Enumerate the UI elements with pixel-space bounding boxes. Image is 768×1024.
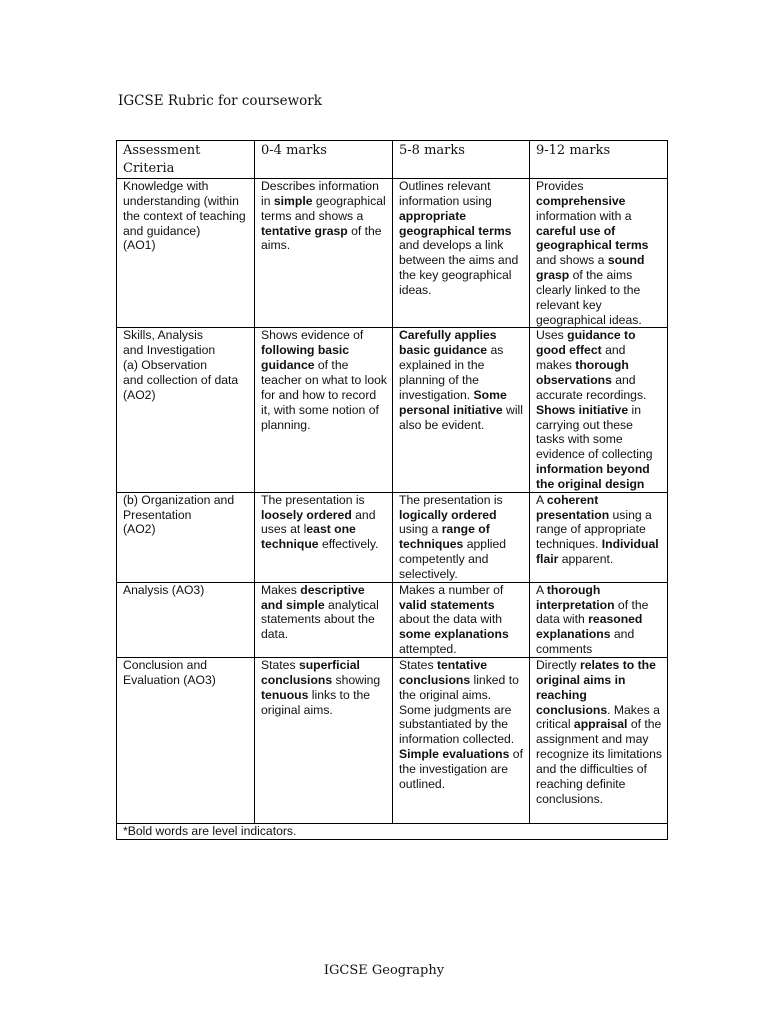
criteria-line: Conclusion and Evaluation (AO3) (123, 658, 216, 687)
level-5-8-cell (393, 658, 530, 824)
descriptor-text: information with a (536, 208, 632, 223)
level-9-12-cell (530, 179, 668, 328)
level-0-4-cell (255, 328, 393, 492)
criteria-line: (a) Observation (123, 358, 207, 373)
level-indicator: tentative conclusions (399, 658, 488, 687)
level-indicator: loosely ordered (261, 507, 352, 522)
level-9-12-cell (530, 328, 668, 492)
descriptor-text: will also be evident. (399, 402, 523, 432)
level-indicator: appraisal (573, 717, 628, 732)
criteria-cell (117, 492, 255, 582)
descriptor-text: and shows a (536, 253, 608, 268)
level-indicator: logically ordered (399, 507, 497, 522)
descriptor-text: Uses (536, 328, 568, 343)
descriptor-text: States (399, 658, 437, 672)
level-indicator: relates to the original aims in reaching conclusions (536, 658, 656, 717)
descriptor-text: of the teacher on what to look for and how to record it, with some notion of planning. (261, 358, 388, 432)
descriptor-text: of the aims clearly linked to the relevant key geographical ideas. (536, 268, 642, 327)
level-indicator: thorough interpretation (536, 582, 615, 612)
descriptor-text: linked to the original aims. Some judgments are substantiated by the information collected. (399, 672, 519, 747)
bold-note: *Bold words are level indicators. (117, 824, 668, 840)
criteria-line: (b) Organization and Presentation (123, 492, 235, 522)
criteria-line: Analysis (AO3) (123, 582, 205, 597)
level-indicator: appropriate geographical terms (399, 208, 512, 238)
descriptor-text: links to the original aims. (261, 687, 371, 717)
descriptor-text: Describes information in (261, 179, 379, 208)
descriptor-text: apparent. (558, 552, 614, 567)
descriptor-text: showing (332, 672, 381, 687)
level-indicator: careful use of geographical terms (536, 223, 649, 253)
rubric-row (117, 582, 668, 657)
descriptor-text: A (536, 582, 547, 597)
criteria-cell (117, 582, 255, 657)
descriptor-text: as explained in the planning of the investigation. (399, 343, 504, 402)
descriptor-text: and develops a link between the aims and the key geographical ideas. (399, 238, 519, 297)
level-indicator: superficial conclusions (261, 658, 360, 687)
descriptor-text: using a range of appropriate techniques. (536, 507, 652, 552)
level-0-4-cell (255, 179, 393, 328)
header-row (117, 141, 668, 179)
level-indicator: Some personal initiative (399, 387, 507, 417)
descriptor-text: analytical statements about the data. (261, 597, 379, 642)
criteria-line: and Investigation (123, 343, 216, 358)
descriptor-text: applied competently and selectively. (399, 537, 507, 581)
level-indicator: Carefully applies basic guidance (399, 328, 497, 358)
level-indicator: thorough observations (536, 358, 629, 387)
level-indicator: reasoned explanations (536, 612, 643, 642)
descriptor-text: and makes (536, 343, 626, 373)
rubric-row (117, 658, 668, 824)
descriptor-text: using a (399, 522, 442, 537)
descriptor-text: The presentation is (399, 492, 503, 507)
level-indicator: tentative grasp (261, 223, 348, 238)
descriptor-text: States (261, 658, 299, 672)
descriptor-text: about the data with (399, 612, 502, 627)
criteria-cell (117, 328, 255, 492)
level-5-8-cell (393, 492, 530, 582)
descriptor-text: geographical terms and shows a (261, 193, 386, 223)
criteria-line: (AO1) (123, 238, 156, 253)
criteria-line: Skills, Analysis (123, 328, 203, 343)
level-indicator: some explanations (399, 627, 509, 642)
descriptor-text: and uses at l (261, 507, 376, 537)
level-indicator: information beyond the original design (536, 462, 650, 491)
level-9-12-cell (530, 582, 668, 657)
descriptor-text: and comments (536, 627, 635, 657)
rubric-body (117, 179, 668, 824)
level-indicator: following basic guidance (261, 343, 350, 373)
descriptor-text: and accurate recordings. (536, 372, 647, 402)
descriptor-text: . Makes a critical (536, 702, 660, 732)
level-indicator: Simple evaluations (399, 747, 510, 762)
criteria-line: (AO2) (123, 387, 156, 402)
level-indicator: comprehensive (536, 193, 626, 208)
level-indicator: simple (273, 193, 313, 208)
level-indicator: tenuous (261, 687, 309, 702)
descriptor-text: of the assignment and may recognize its limitations and the difficulties of reaching definite conclusions. (536, 717, 662, 806)
level-indicator: Shows initiative (536, 402, 629, 417)
header-5-8-marks: 5-8 marks (393, 141, 530, 179)
descriptor-text: effectively. (318, 537, 379, 552)
level-indicator: range of techniques (399, 522, 490, 552)
criteria-cell (117, 179, 255, 328)
level-5-8-cell (393, 328, 530, 492)
descriptor-text: of the aims. (261, 223, 382, 253)
level-indicator: descriptive and simple (261, 582, 365, 612)
descriptor-text: A (536, 492, 547, 507)
level-indicator: coherent presentation (536, 492, 610, 522)
criteria-line: Knowledge with understanding (within the context of teaching and guidance) (123, 179, 246, 238)
level-indicator: valid statements (399, 597, 495, 612)
descriptor-text: Makes (261, 582, 301, 597)
descriptor-text: in carrying out these tasks with some evidence of collecting (536, 402, 653, 462)
rubric-row (117, 179, 668, 328)
descriptor-text: Outlines relevant information using (399, 179, 492, 208)
descriptor-text: of the investigation are outlined. (399, 747, 523, 791)
document-title: IGCSE Rubric for coursework (118, 93, 322, 109)
header-assessment-criteria: Assessment Criteria (117, 141, 255, 179)
descriptor-text: Provides (536, 179, 584, 193)
level-indicator: guidance to good effect (536, 328, 636, 358)
header-9-12-marks: 9-12 marks (530, 141, 668, 179)
level-5-8-cell (393, 179, 530, 328)
header-0-4-marks: 0-4 marks (255, 141, 393, 179)
note-row (117, 824, 668, 840)
level-indicator: sound grasp (536, 253, 645, 283)
descriptor-text: of the data with (536, 597, 649, 627)
descriptor-text: Makes a number of (399, 582, 504, 597)
level-0-4-cell (255, 492, 393, 582)
criteria-line: (AO2) (123, 522, 156, 537)
level-0-4-cell (255, 582, 393, 657)
descriptor-text: attempted. (399, 642, 457, 657)
page-footer: IGCSE Geography (323, 963, 445, 978)
rubric-row (117, 492, 668, 582)
level-9-12-cell (530, 492, 668, 582)
descriptor-text: Shows evidence of (261, 328, 364, 343)
criteria-line: and collection of data (123, 372, 239, 387)
rubric-table (116, 140, 668, 840)
criteria-cell (117, 658, 255, 824)
descriptor-text: The presentation is (261, 492, 365, 507)
descriptor-text: Directly (536, 658, 581, 672)
level-indicator: Individual flair (536, 537, 659, 567)
level-indicator: east one technique (261, 522, 356, 552)
rubric-row (117, 328, 668, 492)
level-5-8-cell (393, 582, 530, 657)
level-0-4-cell (255, 658, 393, 824)
level-9-12-cell (530, 658, 668, 824)
